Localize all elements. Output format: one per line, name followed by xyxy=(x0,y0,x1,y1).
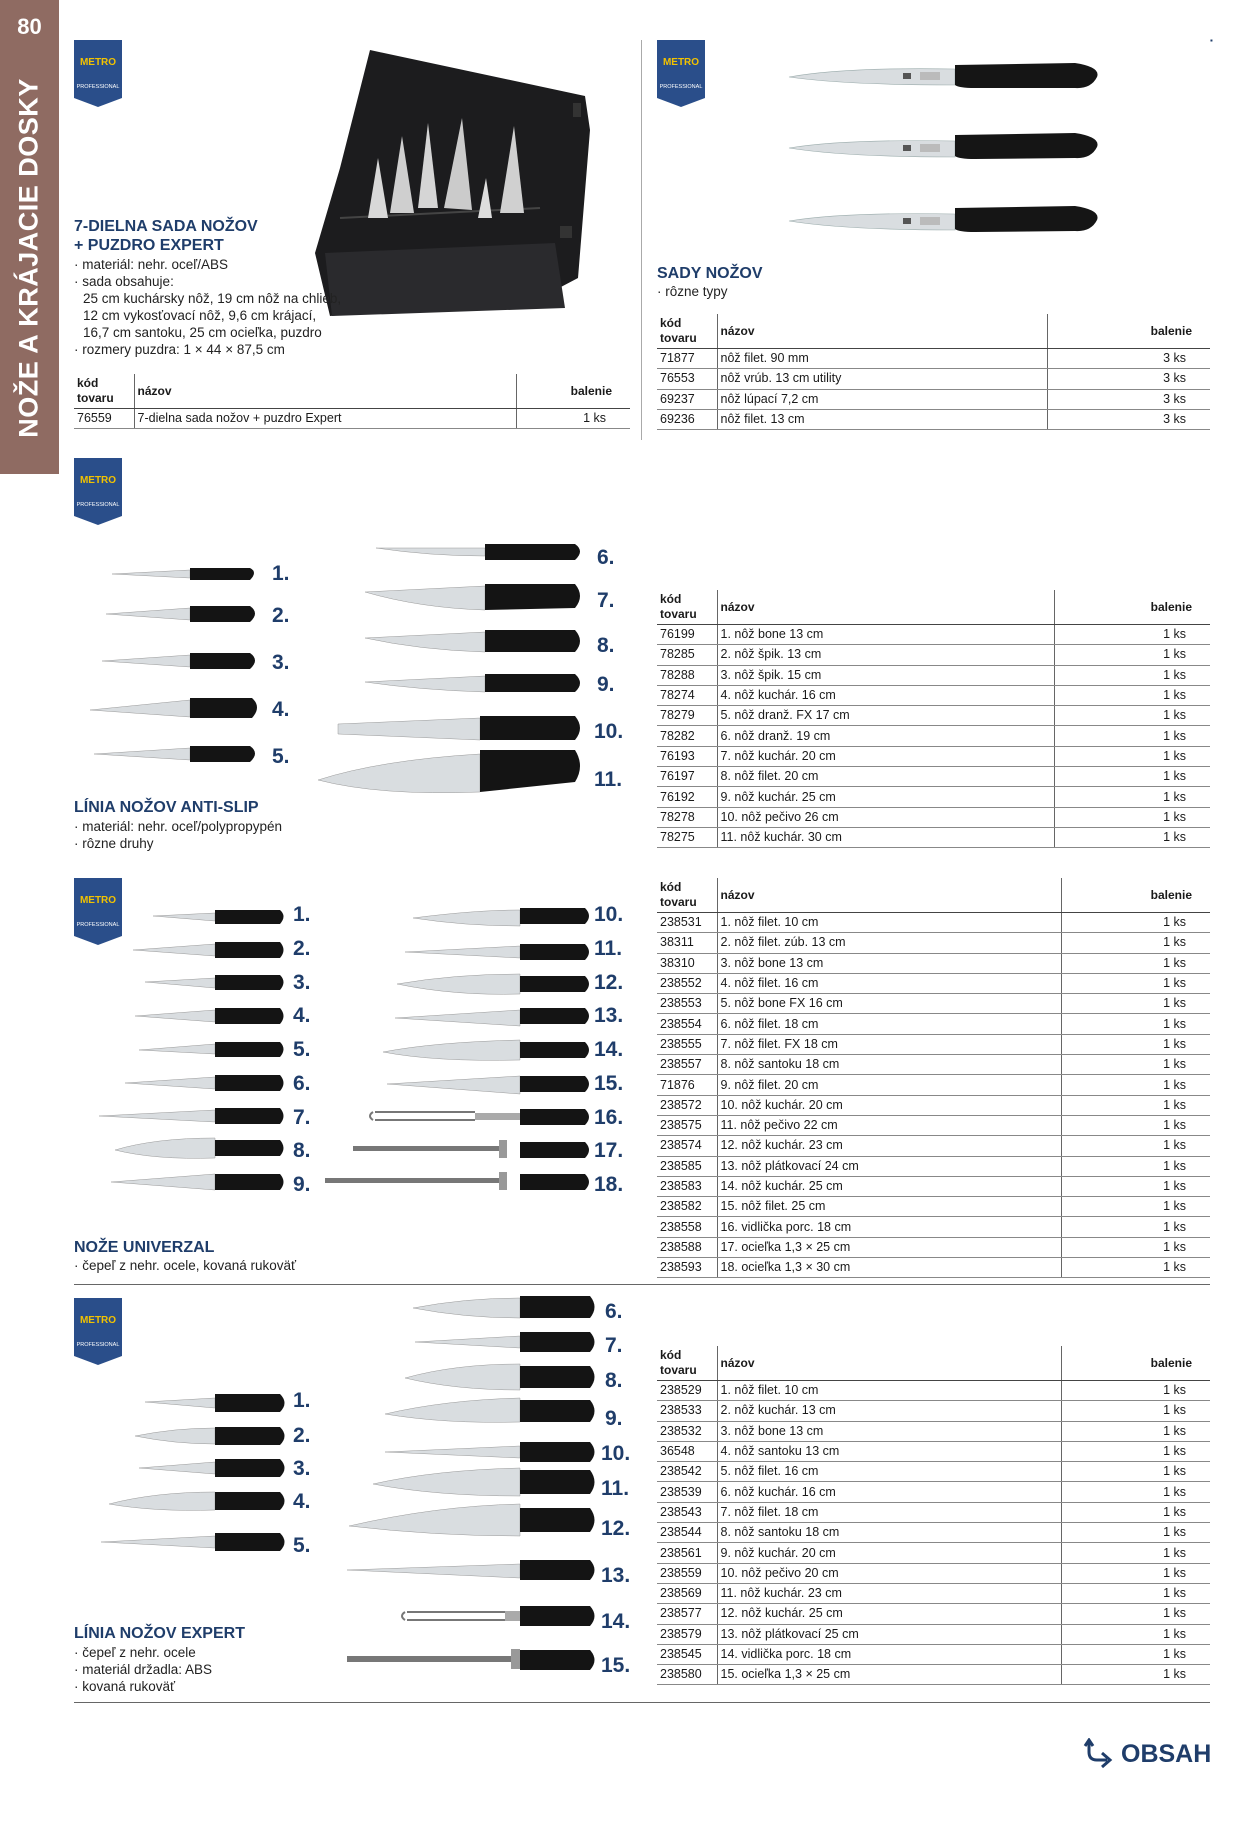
product-pack: 1 ks xyxy=(1054,665,1210,685)
metro-logo xyxy=(74,40,122,107)
item-number: 3. xyxy=(272,651,290,674)
table-row xyxy=(657,625,1210,645)
product-code: 238555 xyxy=(657,1034,717,1054)
product-code: 78288 xyxy=(657,665,717,685)
product-name: 8. nôž santoku 18 cm xyxy=(717,1523,1061,1543)
product-pack: 1 ks xyxy=(1061,1095,1210,1115)
product-table: kód tovaru názov balenie 76559 7-dielna sada nožov + puzdro Expert 1 ks xyxy=(74,374,630,429)
product-pack: 1 ks xyxy=(1061,1197,1210,1217)
table-row xyxy=(657,369,1210,389)
product-name: nôž vrúb. 13 cm utility xyxy=(717,369,1048,389)
product-code: 238545 xyxy=(657,1644,717,1664)
product-pack: 1 ks xyxy=(1061,1644,1210,1664)
product-pack: 1 ks xyxy=(1061,1563,1210,1583)
table-row xyxy=(657,1604,1210,1624)
product-name: 7. nôž filet. 18 cm xyxy=(717,1502,1061,1522)
product-pack: 1 ks xyxy=(1061,1176,1210,1196)
product-pack: 3 ks xyxy=(1048,389,1210,409)
product-code: 238553 xyxy=(657,994,717,1014)
product-pack: 1 ks xyxy=(1061,1381,1210,1401)
svg-text:METRO: METRO xyxy=(79,1315,117,1326)
item-number: 5. xyxy=(293,1534,311,1557)
product-code: 238558 xyxy=(657,1217,717,1237)
product-name: 6. nôž filet. 18 cm xyxy=(717,1014,1061,1034)
item-number: 1. xyxy=(293,1389,311,1412)
product-code: 238533 xyxy=(657,1401,717,1421)
product-name: 14. vidlička porc. 18 cm xyxy=(717,1644,1061,1664)
product-pack: 1 ks xyxy=(1061,1583,1210,1603)
product-name: 11. nôž pečivo 22 cm xyxy=(717,1115,1061,1135)
product-code: 238580 xyxy=(657,1665,717,1685)
table-row xyxy=(657,1075,1210,1095)
product-pack: 1 ks xyxy=(1054,767,1210,787)
product-pack: 1 ks xyxy=(1061,1014,1210,1034)
item-number: 17. xyxy=(594,1139,624,1162)
product-pack: 1 ks xyxy=(1061,1217,1210,1237)
item-number: 11. xyxy=(594,768,623,791)
product-pack: 1 ks xyxy=(1061,1523,1210,1543)
product-pack: 1 ks xyxy=(1061,1136,1210,1156)
product-code: 238544 xyxy=(657,1523,717,1543)
product-name: 2. nôž kuchár. 13 cm xyxy=(717,1401,1061,1421)
universal-knives-image xyxy=(95,902,615,1202)
table-row xyxy=(657,706,1210,726)
category-tab xyxy=(0,0,59,474)
product-name: 2. nôž špik. 13 cm xyxy=(717,645,1054,665)
product-name: 1. nôž filet. 10 cm xyxy=(717,913,1061,933)
product-pack: 1 ks xyxy=(1054,645,1210,665)
product-code: 238532 xyxy=(657,1421,717,1441)
product-code: 76197 xyxy=(657,767,717,787)
table-row xyxy=(657,1095,1210,1115)
product-name: 15. ocieľka 1,3 × 25 cm xyxy=(717,1665,1061,1685)
product-pack: 1 ks xyxy=(1054,827,1210,847)
table-row xyxy=(74,409,630,429)
table-row xyxy=(657,1034,1210,1054)
product-code: 76199 xyxy=(657,625,717,645)
product-code: 238569 xyxy=(657,1583,717,1603)
item-number: 11. xyxy=(594,937,623,960)
product-code: 238585 xyxy=(657,1156,717,1176)
item-number: 5. xyxy=(293,1038,311,1061)
svg-text:PROFESSIONAL: PROFESSIONAL xyxy=(76,1342,120,1348)
product-pack: 1 ks xyxy=(1061,1115,1210,1135)
table-of-contents-link[interactable] xyxy=(1083,1738,1211,1770)
product-name: 5. nôž dranž. FX 17 cm xyxy=(717,706,1054,726)
svg-text:PROFESSIONAL: PROFESSIONAL xyxy=(76,84,120,90)
section-description: · rôzne typy xyxy=(657,284,728,299)
product-pack: 1 ks xyxy=(1061,933,1210,953)
section-description: · materiál: nehr. oceľ/polypropypén · rôzne druhy xyxy=(74,819,283,851)
section-description: · čepeľ z nehr. ocele, kovaná rukoväť xyxy=(74,1258,297,1273)
table-row xyxy=(657,1136,1210,1156)
product-code: 36548 xyxy=(657,1441,717,1461)
product-pack: 3 ks xyxy=(1048,369,1210,389)
table-row xyxy=(657,1381,1210,1401)
svg-text:METRO: METRO xyxy=(79,895,117,906)
section-divider xyxy=(74,1702,1210,1703)
item-number: 7. xyxy=(293,1106,311,1129)
section-title: SADY NOŽOV xyxy=(657,265,763,282)
item-number: 10. xyxy=(594,903,624,926)
item-number: 6. xyxy=(605,1300,623,1323)
product-code: 78285 xyxy=(657,645,717,665)
corner-mark: ▪ xyxy=(1210,36,1213,45)
table-row xyxy=(657,994,1210,1014)
product-name: 12. nôž kuchár. 23 cm xyxy=(717,1136,1061,1156)
table-row xyxy=(657,1421,1210,1441)
product-code: 238593 xyxy=(657,1258,717,1278)
item-number: 15. xyxy=(601,1654,631,1677)
table-row xyxy=(657,953,1210,973)
product-pack: 1 ks xyxy=(1061,1075,1210,1095)
section-title: 7-DIELNA SADA NOŽOV + PUZDRO EXPERT xyxy=(74,218,258,254)
product-pack: 1 ks xyxy=(1054,685,1210,705)
product-code: 69236 xyxy=(657,409,717,429)
product-name: 13. nôž plátkovací 25 cm xyxy=(717,1624,1061,1644)
table-row xyxy=(657,1665,1210,1685)
item-number: 10. xyxy=(594,720,624,743)
product-code: 69237 xyxy=(657,389,717,409)
product-name: 3. nôž bone 13 cm xyxy=(717,1421,1061,1441)
product-code: 238531 xyxy=(657,913,717,933)
table-row xyxy=(657,1014,1210,1034)
product-pack: 3 ks xyxy=(1048,409,1210,429)
item-number: 6. xyxy=(293,1072,311,1095)
item-number: 9. xyxy=(293,1173,311,1196)
table-row xyxy=(657,1217,1210,1237)
svg-text:METRO: METRO xyxy=(79,475,117,486)
section-description: · čepeľ z nehr. ocele · materiál držadla: ABS · kovaná rukoväť xyxy=(74,1645,213,1694)
product-code: 78278 xyxy=(657,807,717,827)
product-pack: 1 ks xyxy=(1061,1665,1210,1685)
section-divider xyxy=(74,1284,1210,1285)
table-row xyxy=(657,1502,1210,1522)
table-row xyxy=(657,1197,1210,1217)
product-pack: 1 ks xyxy=(1061,1055,1210,1075)
product-pack: 1 ks xyxy=(1061,1237,1210,1257)
product-code: 238588 xyxy=(657,1237,717,1257)
item-number: 8. xyxy=(597,634,615,657)
table-row xyxy=(657,746,1210,766)
product-name: 4. nôž kuchár. 16 cm xyxy=(717,685,1054,705)
metro-logo xyxy=(657,40,705,107)
product-pack: 1 ks xyxy=(1061,994,1210,1014)
item-number: 2. xyxy=(293,1424,311,1447)
table-row xyxy=(657,1523,1210,1543)
table-row xyxy=(657,1156,1210,1176)
table-row xyxy=(657,1441,1210,1461)
product-name: nôž filet. 90 mm xyxy=(717,349,1048,369)
table-row xyxy=(657,767,1210,787)
product-code: 78275 xyxy=(657,827,717,847)
product-name: 7. nôž filet. FX 18 cm xyxy=(717,1034,1061,1054)
product-pack: 1 ks xyxy=(1061,1401,1210,1421)
table-row xyxy=(657,1401,1210,1421)
product-pack: 1 ks xyxy=(1061,1604,1210,1624)
column-divider xyxy=(641,40,642,440)
product-pack: 1 ks xyxy=(1061,1624,1210,1644)
product-name: nôž lúpací 7,2 cm xyxy=(717,389,1048,409)
product-name: 4. nôž santoku 13 cm xyxy=(717,1441,1061,1461)
product-name: 10. nôž pečivo 26 cm xyxy=(717,807,1054,827)
item-number: 16. xyxy=(594,1106,624,1129)
table-row xyxy=(657,1115,1210,1135)
product-pack: 1 ks xyxy=(1061,973,1210,993)
product-name: 10. nôž pečivo 20 cm xyxy=(717,1563,1061,1583)
product-table: kód tovaru názov balenie 76199 1. nôž bone 13 cm 1 ks 78285 2. nôž špik. 13 cm 1 ks 78288 3. nôž špik. 15 cm 1 ks 78274 4. nôž kuchár. 16 cm 1 ks 78279 5. nôž dranž. FX 17 cm 1 ks 78282 6. nôž dranž. 19 cm 1 ks 76193 7. nôž kuchár. 20 cm 1 ks 76197 8. nôž filet. 20 cm 1 ks 76192 9. nôž kuchár. 25 cm 1 ks 78278 10. nôž pečivo 26 cm 1 ks 78275 11. nôž kuchár. 30 cm 1 ks xyxy=(657,590,1210,848)
product-pack: 1 ks xyxy=(1061,1543,1210,1563)
table-row xyxy=(657,787,1210,807)
svg-text:PROFESSIONAL: PROFESSIONAL xyxy=(659,84,703,90)
product-code: 76553 xyxy=(657,369,717,389)
product-pack: 1 ks xyxy=(1061,1482,1210,1502)
product-code: 238572 xyxy=(657,1095,717,1115)
table-row xyxy=(657,1176,1210,1196)
product-name: 1. nôž filet. 10 cm xyxy=(717,1381,1061,1401)
product-name: 14. nôž kuchár. 25 cm xyxy=(717,1176,1061,1196)
product-name: 5. nôž bone FX 16 cm xyxy=(717,994,1061,1014)
product-name: 15. nôž filet. 25 cm xyxy=(717,1197,1061,1217)
anti-slip-knives-image xyxy=(80,540,610,795)
product-code: 78274 xyxy=(657,685,717,705)
knife-roll-bag-image xyxy=(310,48,600,318)
product-name: 12. nôž kuchár. 25 cm xyxy=(717,1604,1061,1624)
table-row xyxy=(657,933,1210,953)
product-name: 9. nôž kuchár. 25 cm xyxy=(717,787,1054,807)
product-name: 3. nôž špik. 15 cm xyxy=(717,665,1054,685)
table-row xyxy=(657,913,1210,933)
product-code: 38311 xyxy=(657,933,717,953)
product-code: 76559 xyxy=(74,409,134,429)
product-code: 238582 xyxy=(657,1197,717,1217)
table-row xyxy=(657,1462,1210,1482)
product-name: 6. nôž kuchár. 16 cm xyxy=(717,1482,1061,1502)
product-name: 5. nôž filet. 16 cm xyxy=(717,1462,1061,1482)
product-pack: 1 ks xyxy=(1061,1258,1210,1278)
item-number: 14. xyxy=(594,1038,624,1061)
table-row xyxy=(657,1543,1210,1563)
table-row xyxy=(657,645,1210,665)
product-name: 6. nôž dranž. 19 cm xyxy=(717,726,1054,746)
product-table: kód tovaru názov balenie 71877 nôž filet. 90 mm 3 ks 76553 nôž vrúb. 13 cm utility 3 ks 69237 nôž lúpací 7,2 cm 3 ks 69236 nôž filet. 13 cm 3 ks xyxy=(657,314,1210,430)
product-name: 13. nôž plátkovací 24 cm xyxy=(717,1156,1061,1176)
svg-text:METRO: METRO xyxy=(79,57,117,68)
product-code: 71876 xyxy=(657,1075,717,1095)
table-row xyxy=(657,1644,1210,1664)
section-title: LÍNIA NOŽOV EXPERT xyxy=(74,1625,245,1642)
table-row xyxy=(657,685,1210,705)
product-code: 238577 xyxy=(657,1604,717,1624)
product-pack: 1 ks xyxy=(1054,807,1210,827)
product-code: 238583 xyxy=(657,1176,717,1196)
item-number: 1. xyxy=(272,562,290,585)
product-code: 238552 xyxy=(657,973,717,993)
item-number: 12. xyxy=(601,1517,631,1540)
knife-set-image xyxy=(785,55,1110,255)
product-name: 10. nôž kuchár. 20 cm xyxy=(717,1095,1061,1115)
table-row xyxy=(657,389,1210,409)
product-name: 17. ocieľka 1,3 × 25 cm xyxy=(717,1237,1061,1257)
item-number: 10. xyxy=(601,1442,631,1465)
product-name: 3. nôž bone 13 cm xyxy=(717,953,1061,973)
product-pack: 1 ks xyxy=(1054,726,1210,746)
product-pack: 1 ks xyxy=(1054,746,1210,766)
table-row xyxy=(657,973,1210,993)
item-number: 14. xyxy=(601,1610,631,1633)
item-number: 2. xyxy=(293,937,311,960)
item-number: 13. xyxy=(601,1564,631,1587)
item-number: 7. xyxy=(597,589,615,612)
item-number: 12. xyxy=(594,971,624,994)
svg-text:PROFESSIONAL: PROFESSIONAL xyxy=(76,502,120,508)
product-name: 9. nôž kuchár. 20 cm xyxy=(717,1543,1061,1563)
product-pack: 1 ks xyxy=(1054,625,1210,645)
table-row xyxy=(657,409,1210,429)
product-code: 238561 xyxy=(657,1543,717,1563)
category-title: NOŽE A KRÁJACIE DOSKY xyxy=(13,78,44,438)
product-name: 2. nôž filet. zúb. 13 cm xyxy=(717,933,1061,953)
product-code: 238557 xyxy=(657,1055,717,1075)
item-number: 1. xyxy=(293,903,311,926)
svg-text:PROFESSIONAL: PROFESSIONAL xyxy=(76,922,120,928)
product-code: 238554 xyxy=(657,1014,717,1034)
table-row xyxy=(657,1624,1210,1644)
product-pack: 1 ks xyxy=(1061,1034,1210,1054)
product-code: 238574 xyxy=(657,1136,717,1156)
product-pack: 3 ks xyxy=(1048,349,1210,369)
product-code: 238539 xyxy=(657,1482,717,1502)
product-code: 238542 xyxy=(657,1462,717,1482)
product-name: 9. nôž filet. 20 cm xyxy=(717,1075,1061,1095)
product-name: 11. nôž kuchár. 30 cm xyxy=(717,827,1054,847)
item-number: 8. xyxy=(605,1369,623,1392)
product-code: 238579 xyxy=(657,1624,717,1644)
product-code: 238529 xyxy=(657,1381,717,1401)
table-row xyxy=(657,1258,1210,1278)
table-row xyxy=(657,827,1210,847)
table-row xyxy=(657,726,1210,746)
table-row xyxy=(657,1055,1210,1075)
product-table: kód tovaru názov balenie 238531 1. nôž filet. 10 cm 1 ks 38311 2. nôž filet. zúb. 13 cm 1 ks 38310 3. nôž bone 13 cm 1 ks 238552 4. nôž filet. 16 cm 1 ks 238553 5. nôž bone FX 16 cm 1 ks 238554 6. nôž filet. 18 cm 1 ks 238555 7. nôž filet. FX 18 cm 1 ks 238557 8. nôž santoku 18 cm 1 ks 71876 9. nôž filet. 20 cm 1 ks 238572 10. nôž kuchár. 20 cm 1 ks 238575 11. nôž pečivo 22 cm 1 ks 238574 12. nôž kuchár. 23 cm 1 ks 238585 13. nôž plátkovací 24 cm 1 ks 238583 14. nôž kuchár. 25 cm 1 ks 238582 15. nôž filet. 25 cm 1 ks 238558 16. vidlička porc. 18 cm 1 ks 238588 17. ocieľka 1,3 × 25 cm 1 ks 238593 18. ocieľka 1,3 × 30 cm 1 ks xyxy=(657,878,1210,1278)
item-number: 3. xyxy=(293,971,311,994)
item-number: 13. xyxy=(594,1004,624,1027)
product-name: 11. nôž kuchár. 23 cm xyxy=(717,1583,1061,1603)
product-table: kód tovaru názov balenie 238529 1. nôž filet. 10 cm 1 ks 238533 2. nôž kuchár. 13 cm 1 ks 238532 3. nôž bone 13 cm 1 ks 36548 4. nôž santoku 13 cm 1 ks 238542 5. nôž filet. 16 cm 1 ks 238539 6. nôž kuchár. 16 cm 1 ks 238543 7. nôž filet. 18 cm 1 ks 238544 8. nôž santoku 18 cm 1 ks 238561 9. nôž kuchár. 20 cm 1 ks 238559 10. nôž pečivo 20 cm 1 ks 238569 11. nôž kuchár. 23 cm 1 ks 238577 12. nôž kuchár. 25 cm 1 ks 238579 13. nôž plátkovací 25 cm 1 ks 238545 14. vidlička porc. 18 cm 1 ks 238580 15. ocieľka 1,3 × 25 cm 1 ks xyxy=(657,1346,1210,1685)
table-row xyxy=(657,349,1210,369)
product-code: 78282 xyxy=(657,726,717,746)
product-name: 8. nôž filet. 20 cm xyxy=(717,767,1054,787)
item-number: 9. xyxy=(597,673,615,696)
metro-logo xyxy=(74,458,122,525)
item-number: 6. xyxy=(597,546,615,569)
obsah-label[interactable]: OBSAH xyxy=(1121,1739,1212,1768)
product-code: 238559 xyxy=(657,1563,717,1583)
item-number: 4. xyxy=(293,1004,311,1027)
product-code: 38310 xyxy=(657,953,717,973)
item-number: 18. xyxy=(594,1173,624,1196)
item-number: 5. xyxy=(272,745,290,768)
table-row xyxy=(657,1237,1210,1257)
section-title: LÍNIA NOŽOV ANTI-SLIP xyxy=(74,799,259,816)
product-pack: 1 ks xyxy=(1061,1462,1210,1482)
item-number: 4. xyxy=(293,1490,311,1513)
page-number: 80 xyxy=(17,14,42,39)
product-pack: 1 ks xyxy=(1061,953,1210,973)
table-row xyxy=(657,1583,1210,1603)
product-name: 7. nôž kuchár. 20 cm xyxy=(717,746,1054,766)
svg-text:METRO: METRO xyxy=(662,57,700,68)
product-pack: 1 ks xyxy=(1061,913,1210,933)
product-name: 8. nôž santoku 18 cm xyxy=(717,1055,1061,1075)
product-code: 238543 xyxy=(657,1502,717,1522)
table-row xyxy=(657,665,1210,685)
section-title: NOŽE UNIVERZAL xyxy=(74,1239,215,1256)
table-row xyxy=(657,807,1210,827)
product-name: 4. nôž filet. 16 cm xyxy=(717,973,1061,993)
product-code: 71877 xyxy=(657,349,717,369)
item-number: 2. xyxy=(272,604,290,627)
item-number: 7. xyxy=(605,1334,623,1357)
arrow-return-icon xyxy=(1083,1738,1115,1770)
product-pack: 1 ks xyxy=(1061,1502,1210,1522)
product-code: 76193 xyxy=(657,746,717,766)
product-code: 238575 xyxy=(657,1115,717,1135)
table-row xyxy=(657,1482,1210,1502)
product-pack: 1 ks xyxy=(1061,1156,1210,1176)
product-pack: 1 ks xyxy=(516,409,630,429)
item-number: 15. xyxy=(594,1072,624,1095)
table-row xyxy=(657,1563,1210,1583)
product-pack: 1 ks xyxy=(1054,787,1210,807)
item-number: 4. xyxy=(272,698,290,721)
product-name: 16. vidlička porc. 18 cm xyxy=(717,1217,1061,1237)
product-code: 76192 xyxy=(657,787,717,807)
product-code: 78279 xyxy=(657,706,717,726)
product-name: 1. nôž bone 13 cm xyxy=(717,625,1054,645)
product-pack: 1 ks xyxy=(1054,706,1210,726)
item-number: 8. xyxy=(293,1139,311,1162)
section-description: · materiál: nehr. oceľ/ABS · sada obsahuje: 25 cm kuchársky nôž, 19 cm nôž na chlieb, 12 cm vykosťovací nôž, 9,6 cm krájací, 16,7 cm santoku, 25 cm ocieľka, puzdro · rozmery puzdra: 1 × 44 × 87,5 cm xyxy=(74,257,342,357)
item-number: 9. xyxy=(605,1407,623,1430)
product-name: nôž filet. 13 cm xyxy=(717,409,1048,429)
item-number: 11. xyxy=(601,1477,630,1500)
product-pack: 1 ks xyxy=(1061,1441,1210,1461)
product-name: 7-dielna sada nožov + puzdro Expert xyxy=(134,409,516,429)
product-name: 18. ocieľka 1,3 × 30 cm xyxy=(717,1258,1061,1278)
product-pack: 1 ks xyxy=(1061,1421,1210,1441)
item-number: 3. xyxy=(293,1457,311,1480)
